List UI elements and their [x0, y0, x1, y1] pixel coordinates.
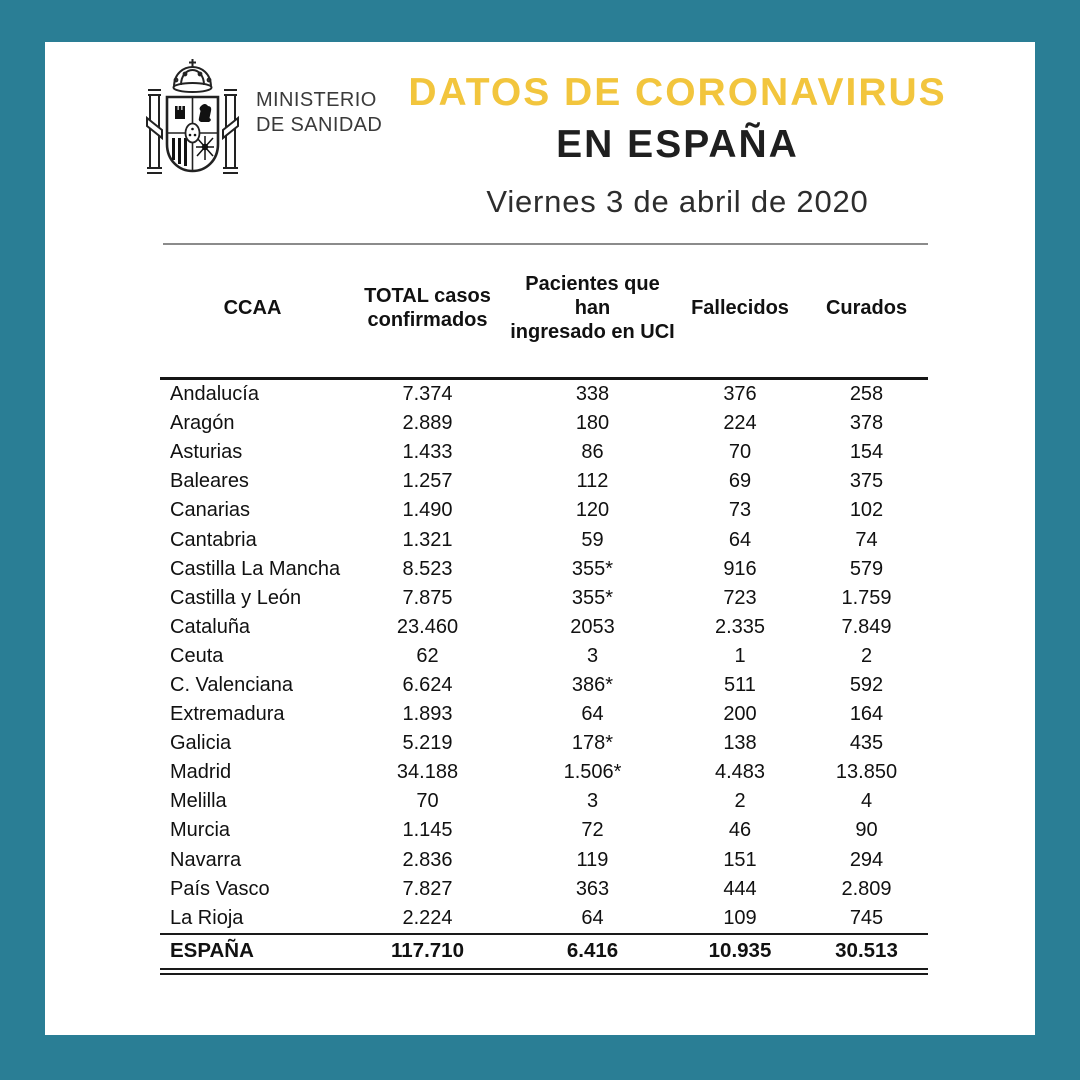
table-row — [160, 496, 928, 525]
value-cell: 7.849 — [841, 615, 892, 638]
value-cell: 1.257 — [402, 470, 453, 493]
value-cell: 375 — [849, 470, 884, 493]
value-cell: 3 — [586, 644, 599, 667]
value-cell: 1.759 — [841, 586, 892, 609]
value-cell: 3 — [586, 790, 599, 813]
value-cell: 72 — [581, 819, 604, 842]
region-name-cell: Madrid — [170, 761, 232, 784]
value-cell: 4.483 — [714, 761, 766, 784]
value-cell: 386* — [571, 673, 614, 696]
region-name-cell: Galicia — [170, 732, 232, 755]
value-cell: 723 — [723, 586, 757, 609]
total-row — [160, 933, 928, 968]
value-cell: 7.875 — [402, 586, 453, 609]
total-value-cell: 117.710 — [391, 939, 464, 963]
value-cell: 109 — [723, 906, 757, 929]
value-cell: 138 — [723, 732, 757, 755]
value-cell: 1.145 — [402, 819, 453, 842]
region-name-cell: Cantabria — [170, 528, 257, 551]
value-cell: 119 — [576, 848, 609, 871]
table-row — [160, 438, 928, 467]
value-cell: 294 — [849, 848, 884, 871]
value-cell: 6.624 — [402, 673, 453, 696]
region-name-cell: Castilla La Mancha — [170, 557, 341, 580]
region-name-cell: La Rioja — [170, 906, 244, 929]
value-cell: 511 — [724, 673, 756, 696]
value-cell: 180 — [575, 412, 610, 435]
value-cell: 120 — [575, 499, 610, 522]
table-row — [160, 380, 928, 409]
value-cell: 1.321 — [402, 528, 453, 551]
table-row — [160, 700, 928, 729]
value-cell: 23.460 — [396, 615, 459, 638]
region-name-cell: Castilla y León — [170, 586, 302, 609]
table-bottom-double-line — [160, 968, 928, 975]
value-cell: 5.219 — [402, 732, 453, 755]
value-cell: 1.893 — [402, 703, 453, 726]
value-cell: 59 — [581, 528, 604, 551]
value-cell: 69 — [728, 470, 752, 493]
column-header-line: Pacientes que han — [525, 273, 660, 319]
table-row — [160, 409, 928, 438]
value-cell: 2053 — [570, 615, 615, 638]
region-name-cell: Aragón — [170, 412, 235, 435]
value-cell: 74 — [855, 528, 878, 551]
value-cell: 338 — [575, 383, 610, 406]
value-cell: 2.836 — [402, 848, 453, 871]
value-cell: 435 — [849, 732, 884, 755]
value-cell: 7.374 — [402, 383, 453, 406]
value-cell: 46 — [728, 819, 752, 842]
value-cell: 8.523 — [402, 557, 453, 580]
date-subtitle: Viernes 3 de abril de 2020 — [486, 184, 869, 219]
value-cell: 2.224 — [402, 906, 453, 929]
column-header-line: Curados — [825, 297, 908, 319]
table-header-row — [160, 275, 928, 380]
total-label-cell: ESPAÑA — [170, 939, 254, 963]
value-cell: 1.490 — [402, 499, 453, 522]
table-row — [160, 758, 928, 787]
value-cell: 34.188 — [396, 761, 459, 784]
value-cell: 2 — [734, 790, 746, 813]
value-cell: 1.433 — [402, 441, 453, 464]
value-cell: 579 — [849, 557, 884, 580]
value-cell: 70 — [728, 441, 752, 464]
value-cell: 444 — [723, 877, 757, 900]
total-value-cell: 10.935 — [708, 939, 772, 963]
value-cell: 90 — [855, 819, 878, 842]
value-cell: 112 — [576, 470, 609, 493]
region-name-cell: Murcia — [170, 819, 231, 842]
column-header-line: TOTAL casos — [364, 285, 491, 307]
table-row — [160, 875, 928, 904]
region-name-cell: Asturias — [170, 441, 243, 464]
column-header — [510, 272, 675, 344]
region-name-cell: Ceuta — [170, 644, 224, 667]
value-cell: 178* — [571, 732, 614, 755]
value-cell: 363 — [575, 877, 610, 900]
column-header — [675, 296, 805, 320]
value-cell: 378 — [849, 412, 884, 435]
value-cell: 164 — [849, 703, 884, 726]
region-name-cell: País Vasco — [170, 877, 270, 900]
column-header-line: Fallecidos — [691, 297, 789, 319]
page-title-accent: DATOS DE CORONAVIRUS — [408, 71, 947, 114]
page-title-dark: EN ESPAÑA — [556, 123, 799, 166]
column-header — [805, 296, 928, 320]
value-cell: 200 — [723, 703, 757, 726]
table-row — [160, 642, 928, 671]
spain-coat-of-arms-icon — [145, 58, 240, 186]
table-row — [160, 904, 928, 933]
value-cell: 86 — [581, 441, 604, 464]
table-row — [160, 555, 928, 584]
ministry-name-line1: MINISTERIO — [256, 89, 377, 111]
ministry-name-line2: DE SANIDAD — [256, 114, 383, 136]
title-block — [330, 68, 1025, 222]
value-cell: 745 — [849, 906, 884, 929]
value-cell: 154 — [849, 441, 884, 464]
table-row — [160, 846, 928, 875]
region-name-cell: Melilla — [170, 790, 227, 813]
region-name-cell: Extremadura — [170, 703, 285, 726]
value-cell: 2 — [860, 644, 873, 667]
column-header — [345, 284, 510, 332]
value-cell: 592 — [849, 673, 884, 696]
table-row — [160, 584, 928, 613]
column-header — [160, 296, 345, 320]
region-name-cell: Cataluña — [170, 615, 251, 638]
region-name-cell: C. Valenciana — [170, 673, 294, 696]
total-value-cell: 30.513 — [835, 939, 898, 963]
value-cell: 4 — [860, 790, 873, 813]
value-cell: 2.889 — [402, 412, 453, 435]
table-row — [160, 787, 928, 816]
value-cell: 376 — [723, 383, 757, 406]
value-cell: 355* — [571, 586, 614, 609]
poster-panel — [45, 42, 1035, 1035]
value-cell: 13.850 — [835, 761, 898, 784]
value-cell: 2.809 — [841, 877, 892, 900]
table-row — [160, 729, 928, 758]
value-cell: 2.335 — [714, 615, 766, 638]
table-row — [160, 671, 928, 700]
value-cell: 151 — [723, 848, 757, 871]
value-cell: 102 — [849, 499, 884, 522]
value-cell: 1.506* — [563, 761, 622, 784]
value-cell: 73 — [728, 499, 752, 522]
value-cell: 355* — [571, 557, 614, 580]
value-cell: 224 — [723, 412, 757, 435]
column-header-line: CCAA — [223, 297, 282, 319]
value-cell: 62 — [416, 644, 439, 667]
region-name-cell: Andalucía — [170, 383, 259, 406]
value-cell: 1 — [734, 644, 746, 667]
region-name-cell: Navarra — [170, 848, 242, 871]
value-cell: 64 — [581, 703, 604, 726]
total-value-cell: 6.416 — [566, 939, 619, 963]
value-cell: 7.827 — [402, 877, 453, 900]
region-name-cell: Baleares — [170, 470, 249, 493]
value-cell: 70 — [416, 790, 439, 813]
table-row — [160, 525, 928, 554]
table-row — [160, 613, 928, 642]
header-divider — [163, 243, 928, 245]
table-row — [160, 467, 928, 496]
column-header-line: ingresado en UCI — [510, 321, 675, 343]
table-row — [160, 816, 928, 845]
value-cell: 258 — [849, 383, 884, 406]
table-body — [160, 380, 928, 933]
value-cell: 64 — [581, 906, 604, 929]
value-cell: 64 — [728, 528, 752, 551]
value-cell: 916 — [723, 557, 757, 580]
column-header-line: confirmados — [367, 309, 488, 331]
covid-data-table — [160, 275, 928, 975]
region-name-cell: Canarias — [170, 499, 251, 522]
